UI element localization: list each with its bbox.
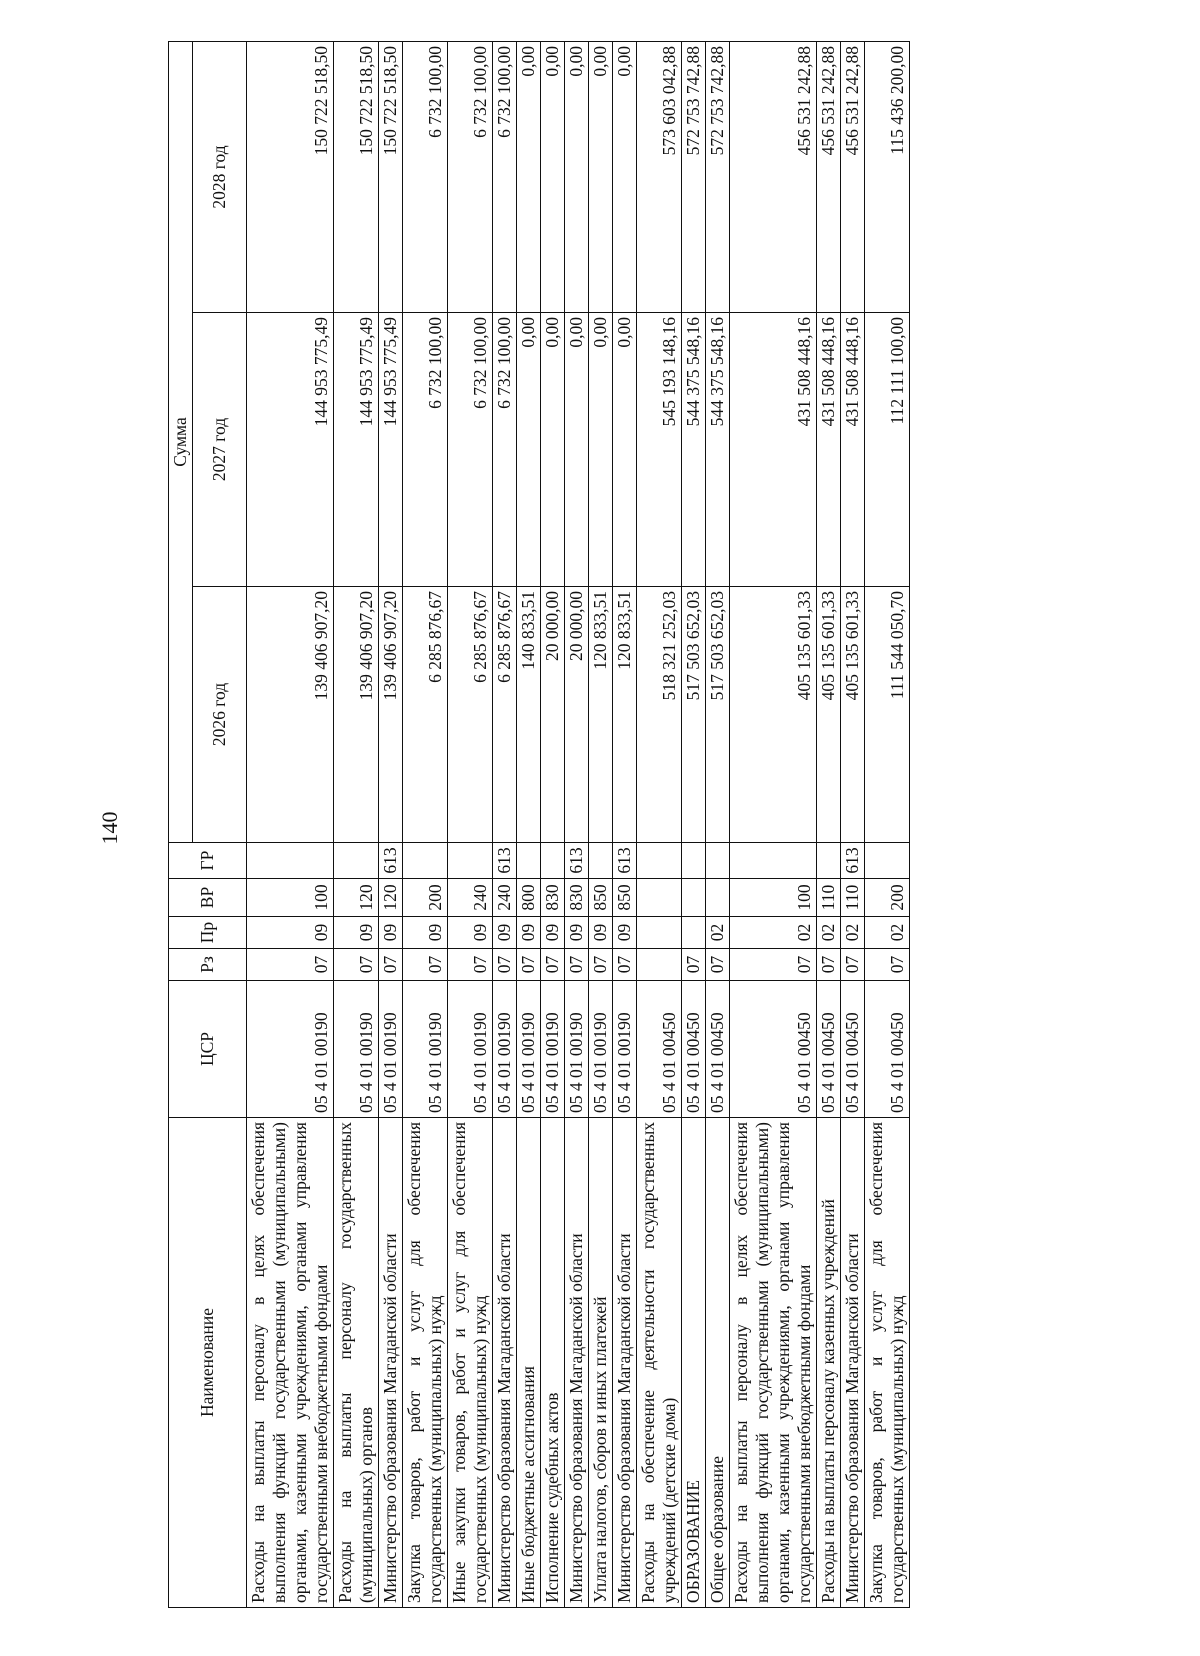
cell-gr: 613: [613, 843, 637, 879]
cell-rz: 07: [517, 949, 541, 981]
cell-pr: 09: [589, 917, 613, 949]
cell-2026: 140 833,51: [517, 587, 541, 843]
cell-2027: 6 732 100,00: [493, 313, 517, 587]
cell-rz: 07: [448, 949, 493, 981]
cell-2027: 0,00: [565, 313, 589, 587]
cell-2027: 431 508 448,16: [817, 313, 841, 587]
cell-rz: 07: [403, 949, 448, 981]
cell-rz: 07: [334, 949, 379, 981]
cell-2028: 0,00: [517, 41, 541, 312]
cell-2026: 139 406 907,20: [247, 587, 334, 843]
cell-csr: 05 4 01 00190: [589, 981, 613, 1118]
cell-2027: 0,00: [541, 313, 565, 587]
cell-vr: 110: [817, 879, 841, 917]
cell-2028: 150 722 518,50: [334, 41, 379, 312]
header-year-2026: 2026 год: [193, 587, 247, 843]
cell-pr: 09: [613, 917, 637, 949]
cell-2026: 6 285 876,67: [493, 587, 517, 843]
cell-vr: [637, 879, 682, 917]
cell-gr: [589, 843, 613, 879]
cell-gr: [637, 843, 682, 879]
table-row: [565, 41, 589, 1607]
cell-2026: 405 135 601,33: [817, 587, 841, 843]
cell-rz: [637, 949, 682, 981]
header-pr: Пр: [169, 917, 247, 949]
cell-2026: 517 503 652,03: [682, 587, 706, 843]
cell-rz: 07: [613, 949, 637, 981]
cell-name: Закупка товаров, работ и услуг для обеспечения государственных (муниципальных) нужд: [403, 1118, 448, 1608]
cell-gr: 613: [841, 843, 865, 879]
cell-name: Министерство образования Магаданской области: [379, 1118, 403, 1608]
table-row: [493, 41, 517, 1607]
cell-name: Расходы на обеспечение деятельности государственных учреждений (детские дома): [637, 1118, 682, 1608]
cell-csr: 05 4 01 00450: [682, 981, 706, 1118]
cell-csr: 05 4 01 00190: [565, 981, 589, 1118]
cell-name: Расходы на выплаты персоналу в целях обеспечения выполнения функций государственными (муниципальными) органами, казенными учреждениями, органами управления государственными внебюджетными фондами: [247, 1118, 334, 1608]
cell-pr: 09: [334, 917, 379, 949]
cell-pr: 09: [379, 917, 403, 949]
cell-csr: 05 4 01 00450: [637, 981, 682, 1118]
cell-pr: 02: [730, 917, 817, 949]
cell-2028: 115 436 200,00: [865, 41, 910, 312]
cell-2026: 6 285 876,67: [403, 587, 448, 843]
cell-pr: 02: [817, 917, 841, 949]
cell-2026: 518 321 252,03: [637, 587, 682, 843]
cell-vr: 200: [865, 879, 910, 917]
cell-2026: 111 544 050,70: [865, 587, 910, 843]
cell-csr: 05 4 01 00190: [517, 981, 541, 1118]
cell-gr: [403, 843, 448, 879]
cell-csr: 05 4 01 00450: [706, 981, 730, 1118]
cell-gr: 613: [565, 843, 589, 879]
cell-name: Министерство образования Магаданской области: [493, 1118, 517, 1608]
cell-2026: 139 406 907,20: [334, 587, 379, 843]
cell-2027: 112 111 100,00: [865, 313, 910, 587]
cell-2028: 0,00: [589, 41, 613, 312]
header-year-2027: 2027 год: [193, 313, 247, 587]
cell-pr: 02: [865, 917, 910, 949]
cell-2027: 544 375 548,16: [682, 313, 706, 587]
cell-gr: [448, 843, 493, 879]
cell-2028: 572 753 742,88: [706, 41, 730, 312]
cell-csr: 05 4 01 00450: [841, 981, 865, 1118]
cell-pr: [637, 917, 682, 949]
header-csr: ЦСР: [169, 981, 247, 1118]
cell-2028: 150 722 518,50: [379, 41, 403, 312]
cell-vr: 110: [841, 879, 865, 917]
cell-csr: 05 4 01 00190: [334, 981, 379, 1118]
rotated-page-content: [168, 42, 1118, 1608]
table-row: [589, 41, 613, 1607]
cell-vr: 800: [517, 879, 541, 917]
cell-2028: 6 732 100,00: [403, 41, 448, 312]
cell-name: ОБРАЗОВАНИЕ: [682, 1118, 706, 1608]
cell-2026: 20 000,00: [541, 587, 565, 843]
cell-2027: 0,00: [589, 313, 613, 587]
cell-2028: 456 531 242,88: [730, 41, 817, 312]
cell-name: Расходы на выплаты персоналу в целях обеспечения выполнения функций государственными (муниципальными) органами, казенными учреждениями, органами управления государственными внебюджетными фондами: [730, 1118, 817, 1608]
cell-vr: 240: [493, 879, 517, 917]
cell-csr: 05 4 01 00190: [403, 981, 448, 1118]
cell-csr: 05 4 01 00190: [613, 981, 637, 1118]
page-number: 140: [97, 811, 122, 845]
cell-2028: 6 732 100,00: [493, 41, 517, 312]
cell-rz: 07: [730, 949, 817, 981]
table-row: [541, 41, 565, 1607]
cell-name: Закупка товаров, работ и услуг для обеспечения государственных (муниципальных) нужд: [865, 1118, 910, 1608]
cell-gr: [706, 843, 730, 879]
cell-2026: 20 000,00: [565, 587, 589, 843]
cell-gr: 613: [493, 843, 517, 879]
cell-vr: [682, 879, 706, 917]
budget-table: [168, 41, 910, 1608]
cell-name: Министерство образования Магаданской области: [841, 1118, 865, 1608]
header-name: Наименование: [169, 1118, 247, 1608]
cell-name: Министерство образования Магаданской области: [613, 1118, 637, 1608]
cell-2027: 6 732 100,00: [448, 313, 493, 587]
cell-rz: 07: [493, 949, 517, 981]
cell-name: Расходы на выплаты персоналу казенных учреждений: [817, 1118, 841, 1608]
cell-2028: 456 531 242,88: [817, 41, 841, 312]
cell-name: Уплата налогов, сборов и иных платежей: [589, 1118, 613, 1608]
cell-2027: 431 508 448,16: [841, 313, 865, 587]
cell-vr: 120: [379, 879, 403, 917]
header-rz: Рз: [169, 949, 247, 981]
cell-2027: 0,00: [517, 313, 541, 587]
cell-gr: 613: [379, 843, 403, 879]
cell-pr: 02: [706, 917, 730, 949]
cell-vr: 830: [541, 879, 565, 917]
cell-pr: 09: [448, 917, 493, 949]
cell-2027: 144 953 775,49: [334, 313, 379, 587]
cell-name: Общее образование: [706, 1118, 730, 1608]
cell-pr: 09: [565, 917, 589, 949]
table-row: [841, 41, 865, 1607]
header-vr: ВР: [169, 879, 247, 917]
cell-2027: 431 508 448,16: [730, 313, 817, 587]
table-row: [637, 41, 682, 1607]
cell-rz: 07: [682, 949, 706, 981]
cell-2027: 545 193 148,16: [637, 313, 682, 587]
cell-pr: [682, 917, 706, 949]
cell-2027: 544 375 548,16: [706, 313, 730, 587]
cell-2028: 0,00: [565, 41, 589, 312]
cell-vr: [706, 879, 730, 917]
header-gr: ГР: [169, 843, 247, 879]
cell-rz: 07: [841, 949, 865, 981]
table-row: [247, 41, 334, 1607]
table-body: [247, 41, 910, 1607]
cell-2027: 6 732 100,00: [403, 313, 448, 587]
cell-gr: [817, 843, 841, 879]
cell-pr: 09: [517, 917, 541, 949]
cell-vr: 200: [403, 879, 448, 917]
cell-2027: 144 953 775,49: [247, 313, 334, 587]
cell-rz: 07: [706, 949, 730, 981]
cell-2028: 456 531 242,88: [841, 41, 865, 312]
cell-csr: 05 4 01 00190: [379, 981, 403, 1118]
cell-rz: 07: [817, 949, 841, 981]
cell-csr: 05 4 01 00190: [541, 981, 565, 1118]
cell-gr: [334, 843, 379, 879]
cell-rz: 07: [541, 949, 565, 981]
cell-pr: 09: [247, 917, 334, 949]
cell-2026: 139 406 907,20: [379, 587, 403, 843]
cell-2026: 405 135 601,33: [730, 587, 817, 843]
table-row: [706, 41, 730, 1607]
cell-csr: 05 4 01 00450: [865, 981, 910, 1118]
cell-2027: 144 953 775,49: [379, 313, 403, 587]
cell-gr: [247, 843, 334, 879]
cell-pr: 09: [493, 917, 517, 949]
cell-2026: 6 285 876,67: [448, 587, 493, 843]
header-sum: Сумма: [169, 41, 193, 842]
cell-name: Исполнение судебных актов: [541, 1118, 565, 1608]
cell-rz: 07: [565, 949, 589, 981]
cell-vr: 240: [448, 879, 493, 917]
table-row: [403, 41, 448, 1607]
cell-name: Министерство образования Магаданской области: [565, 1118, 589, 1608]
cell-rz: 07: [865, 949, 910, 981]
cell-2026: 120 833,51: [613, 587, 637, 843]
cell-csr: 05 4 01 00450: [730, 981, 817, 1118]
table-row: [730, 41, 817, 1607]
cell-rz: 07: [589, 949, 613, 981]
cell-2027: 0,00: [613, 313, 637, 587]
cell-csr: 05 4 01 00190: [448, 981, 493, 1118]
cell-2028: 6 732 100,00: [448, 41, 493, 312]
cell-2026: 120 833,51: [589, 587, 613, 843]
cell-name: Иные закупки товаров, работ и услуг для обеспечения государственных (муниципальных) нужд: [448, 1118, 493, 1608]
table-row: [334, 41, 379, 1607]
cell-pr: 02: [841, 917, 865, 949]
header-year-2028: 2028 год: [193, 41, 247, 312]
table-row: [613, 41, 637, 1607]
cell-gr: [730, 843, 817, 879]
table-row: [682, 41, 706, 1607]
cell-2028: 0,00: [613, 41, 637, 312]
cell-vr: 100: [247, 879, 334, 917]
cell-csr: 05 4 01 00450: [817, 981, 841, 1118]
cell-2026: 517 503 652,03: [706, 587, 730, 843]
table-row: [865, 41, 910, 1607]
cell-vr: 120: [334, 879, 379, 917]
cell-2028: 572 753 742,88: [682, 41, 706, 312]
cell-2028: 0,00: [541, 41, 565, 312]
cell-vr: 850: [613, 879, 637, 917]
cell-gr: [865, 843, 910, 879]
table-row: [448, 41, 493, 1607]
cell-gr: [517, 843, 541, 879]
cell-gr: [541, 843, 565, 879]
cell-name: Расходы на выплаты персоналу государственных (муниципальных) органов: [334, 1118, 379, 1608]
table-row: [517, 41, 541, 1607]
cell-2028: 150 722 518,50: [247, 41, 334, 312]
table-row: [817, 41, 841, 1607]
table-header-row: [169, 41, 193, 1607]
cell-name: Иные бюджетные ассигнования: [517, 1118, 541, 1608]
cell-pr: 09: [541, 917, 565, 949]
cell-vr: 850: [589, 879, 613, 917]
cell-rz: 07: [379, 949, 403, 981]
table-row: [379, 41, 403, 1607]
cell-csr: 05 4 01 00190: [493, 981, 517, 1118]
cell-csr: 05 4 01 00190: [247, 981, 334, 1118]
cell-vr: 100: [730, 879, 817, 917]
cell-pr: 09: [403, 917, 448, 949]
cell-2026: 405 135 601,33: [841, 587, 865, 843]
cell-gr: [682, 843, 706, 879]
cell-rz: 07: [247, 949, 334, 981]
cell-vr: 830: [565, 879, 589, 917]
cell-2028: 573 603 042,88: [637, 41, 682, 312]
